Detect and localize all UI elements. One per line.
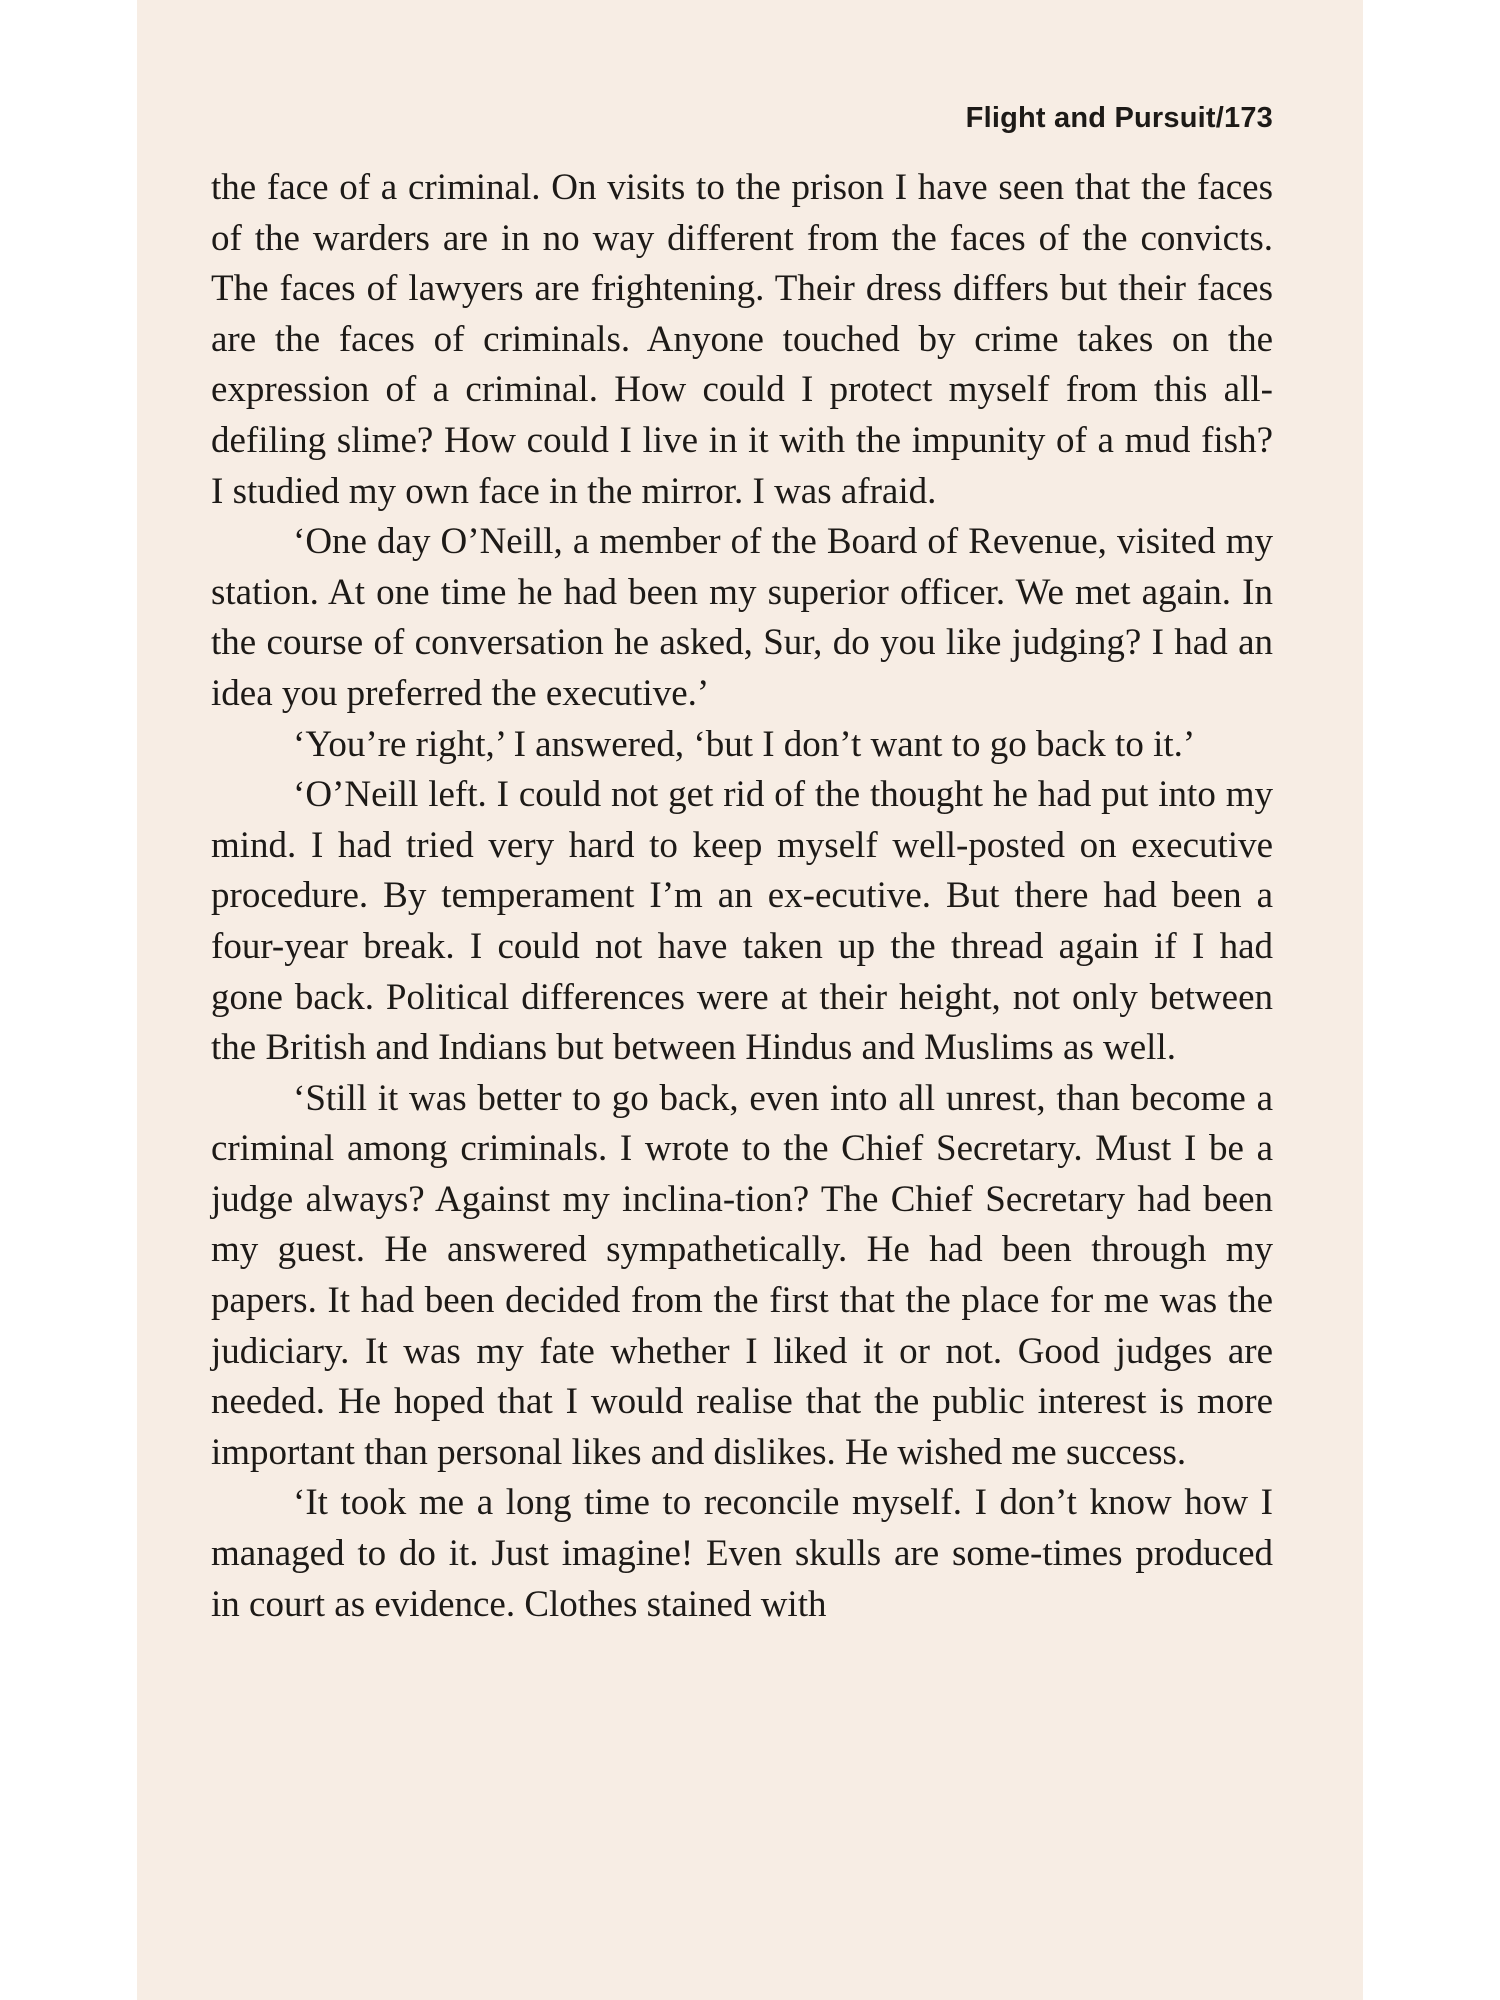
paragraph: ‘You’re right,’ I answered, ‘but I don’t want to go back to it.’ (293, 723, 1196, 765)
paragraph: ‘Still it was better to go back, even into all unrest, than become a criminal among criminals. I wrote to the Chief Secretary. Must I be a judge always? Against my inclina-tion? The Chief Secretary had been my guest. He answered sympathetically. He had been through my papers. It had been decided from the first that the place for me was the judiciary. It was my fate whether I liked it or not. Good judges are needed. He hoped that I would realise that the public interest is more important than personal likes and dislikes. He wished me success. (211, 1077, 1273, 1473)
paragraph: the face of a criminal. On visits to the prison I have seen that the faces of the warders are in no way different from the faces of the convicts. The faces of lawyers are frightening. Their dress differs but their faces are the faces of criminals. Anyone touched by crime takes on the expression of a criminal. How could I protect myself from this all-defiling slime? How could I live in it with the impunity of a mud fish? I studied my own face in the mirror. I was afraid. (211, 167, 1273, 512)
body-text (211, 163, 1273, 1630)
book-page (137, 0, 1363, 2000)
paragraph: ‘One day O’Neill, a member of the Board of Revenue, visited my station. At one time he had been my superior officer. We met again. In the course of conversation he asked, Sur, do you like judging? I had an idea you preferred the executive.’ (211, 521, 1273, 714)
paragraph: ‘It took me a long time to reconcile myself. I don’t know how I managed to do it. Just imagine! Even skulls are some-times produced in court as evidence. Clothes stained with (211, 1482, 1273, 1625)
paragraph: ‘O’Neill left. I could not get rid of the thought he had put into my mind. I had tried very hard to keep myself well-posted on executive procedure. By temperament I’m an ex-ecutive. But there had been a four-year break. I could not have taken up the thread again if I had gone back. Political differences were at their height, not only between the British and Indians but between Hindus and Muslims as well. (211, 774, 1273, 1069)
running-head: Flight and Pursuit/173 (965, 102, 1273, 134)
